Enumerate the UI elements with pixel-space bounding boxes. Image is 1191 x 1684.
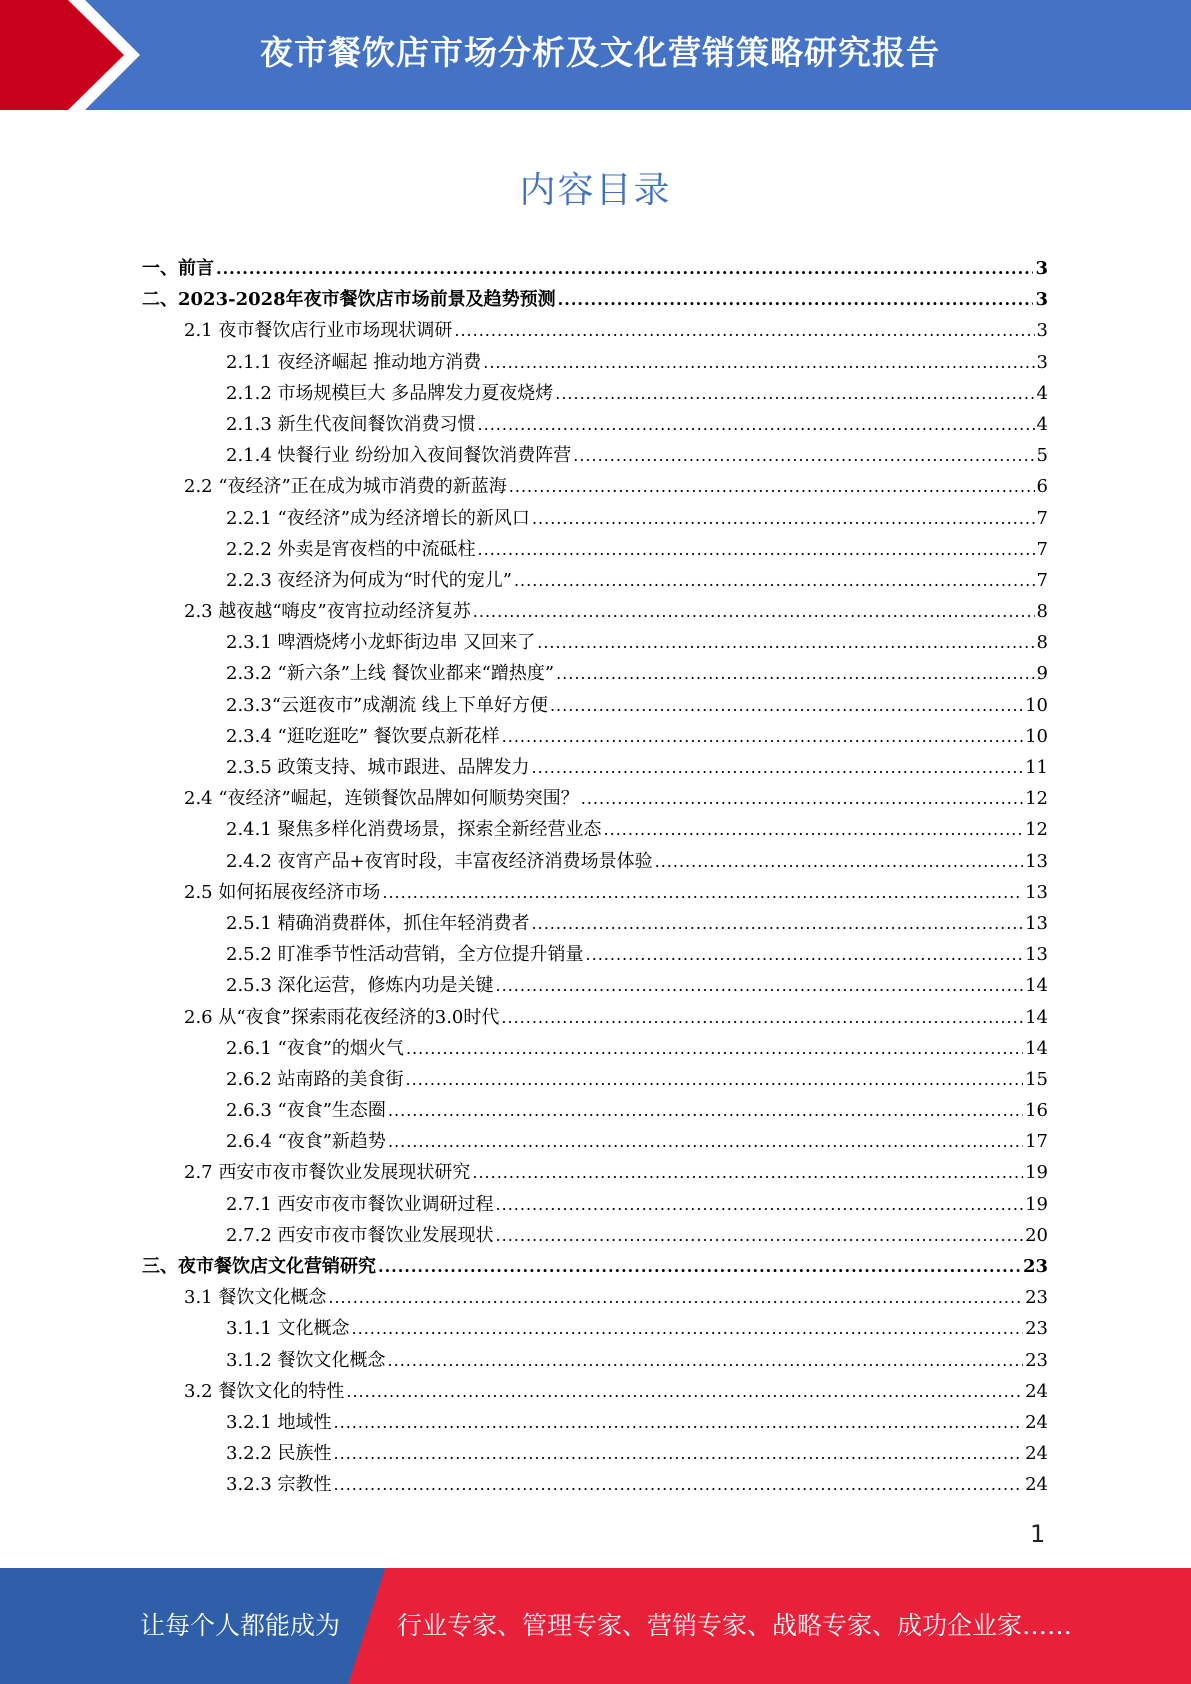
toc-entry-page: 6 [1036,476,1048,498]
toc-leader-dots [502,721,1023,752]
toc-entry-page: 23 [1025,1318,1048,1340]
toc-entry-label: 2.2.1 “夜经济”成为经济增长的新风口 [226,507,530,529]
toc-entry-page: 7 [1036,569,1048,591]
toc-leader-dots [388,1126,1023,1157]
toc-entry[interactable] [142,1469,1048,1500]
report-header [0,0,1191,110]
table-of-contents [142,253,1048,1501]
toc-entry-page: 5 [1036,445,1048,467]
toc-entry[interactable] [142,284,1048,315]
toc-entry[interactable] [142,1220,1048,1251]
toc-entry-label: 2.2 “夜经济”正在成为城市消费的新蓝海 [184,476,507,498]
toc-entry-page: 14 [1025,1006,1048,1028]
toc-entry[interactable] [142,1095,1048,1126]
toc-entry-label: 2.7.1 西安市夜市餐饮业调研过程 [226,1193,494,1215]
toc-entry-page: 13 [1025,881,1048,903]
toc-entry[interactable] [142,1345,1048,1376]
toc-entry-page: 7 [1036,507,1048,529]
toc-entry[interactable] [142,534,1048,565]
toc-entry[interactable] [142,627,1048,658]
toc-leader-dots [496,1189,1024,1220]
toc-entry-label: 3.1.2 餐饮文化概念 [226,1349,386,1371]
toc-entry-page: 3 [1035,289,1048,311]
toc-entry[interactable] [142,877,1048,908]
toc-entry[interactable] [142,409,1048,440]
toc-entry-label: 2.5 如何拓展夜经济市场 [184,881,381,903]
toc-entry[interactable] [142,970,1048,1001]
toc-leader-dots [532,752,1024,783]
toc-entry[interactable] [142,565,1048,596]
toc-entry-page: 17 [1025,1131,1048,1153]
toc-entry-label: 2.2.3 夜经济为何成为“时代的宠儿” [226,569,512,591]
toc-entry-label: 3.1.1 文化概念 [226,1318,350,1340]
toc-entry-label: 3.2.1 地域性 [226,1411,332,1433]
toc-entry-label: 二、2023-2028年夜市餐饮店市场前景及趋势预测 [142,289,556,311]
toc-entry-page: 7 [1036,538,1048,560]
toc-leader-dots [378,1251,1021,1282]
toc-entry-page: 10 [1025,725,1048,747]
toc-entry-label: 一、前言 [142,258,214,279]
toc-leader-dots [472,1157,1023,1188]
toc-leader-dots [556,658,1034,689]
toc-entry-page: 3 [1036,320,1048,342]
toc-entry-page: 3 [1035,258,1048,279]
toc-leader-dots [346,1376,1023,1407]
toc-entry-label: 2.6.3 “夜食”生态圈 [226,1100,386,1122]
toc-entry[interactable] [142,1189,1048,1220]
toc-leader-dots [604,814,1024,845]
toc-entry-page: 12 [1025,819,1048,841]
toc-entry-label: 3.2.2 民族性 [226,1443,332,1465]
toc-entry-page: 24 [1025,1380,1048,1402]
toc-entry[interactable] [142,690,1048,721]
toc-leader-dots [406,1064,1024,1095]
toc-entry[interactable] [142,752,1048,783]
toc-entry[interactable] [142,908,1048,939]
toc-leader-dots [483,347,1034,378]
toc-entry-page: 15 [1025,1068,1048,1090]
toc-leader-dots [655,846,1023,877]
toc-entry[interactable] [142,1251,1048,1282]
toc-entry-page: 14 [1025,1037,1048,1059]
toc-entry[interactable] [142,783,1048,814]
toc-entry-label: 2.3.5 政策支持、城市跟进、品牌发力 [226,757,530,778]
toc-entry-label: 2.1.1 夜经济崛起 推动地方消费 [226,351,482,373]
toc-entry[interactable] [142,1126,1048,1157]
toc-entry[interactable] [142,315,1048,346]
toc-entry-label: 2.1 夜市餐饮店行业市场现状调研 [184,320,453,342]
toc-entry[interactable] [142,846,1048,877]
toc-leader-dots [558,284,1034,315]
toc-entry-label: 2.1.4 快餐行业 纷纷加入夜间餐饮消费阵营 [226,445,572,467]
toc-leader-dots [406,1033,1023,1064]
toc-entry-page: 4 [1036,413,1048,435]
toc-entry[interactable] [142,503,1048,534]
toc-entry-page: 12 [1025,788,1048,810]
toc-leader-dots [586,939,1024,970]
toc-entry-label: 2.4.2 夜宵产品+夜宵时段，丰富夜经济消费场景体验 [226,850,653,872]
footer-slogan-left: 让每个人都能成为 [140,1611,341,1640]
toc-leader-dots [555,378,1034,409]
toc-leader-dots [537,627,1034,658]
footer-banner [0,1568,1191,1684]
toc-entry-page: 23 [1025,1287,1048,1309]
toc-entry-page: 19 [1025,1193,1048,1215]
toc-entry-label: 2.3.4 “逛吃逛吃” 餐饮要点新花样 [226,725,500,747]
toc-entry-label: 2.7.2 西安市夜市餐饮业发展现状 [226,1224,494,1246]
toc-entry-label: 三、夜市餐饮店文化营销研究 [142,1256,376,1277]
toc-entry-label: 2.3 越夜越“嗨皮”夜宵拉动经济复苏 [184,601,471,623]
toc-entry-label: 2.6.2 站南路的美食街 [226,1068,404,1090]
toc-entry-page: 23 [1022,1256,1048,1277]
toc-leader-dots [388,1095,1023,1126]
footer-slogan-right: 行业专家、管理专家、营销专家、战略专家、成功企业家…… [397,1611,1073,1640]
toc-entry-page: 10 [1025,694,1048,716]
toc-entry[interactable] [142,378,1048,409]
toc-entry[interactable] [142,1407,1048,1438]
toc-entry-page: 13 [1025,850,1048,872]
chevron-arrow-icon [0,0,160,110]
toc-entry-label: 2.2.2 外卖是宵夜档的中流砥柱 [226,538,476,560]
toc-entry[interactable] [142,253,1048,284]
toc-entry-label: 2.6 从“夜食”探索雨花夜经济的3.0时代 [184,1006,500,1028]
toc-entry[interactable] [142,939,1048,970]
toc-entry[interactable] [142,1282,1048,1313]
toc-entry-page: 24 [1025,1411,1048,1433]
toc-leader-dots [509,471,1035,502]
toc-entry[interactable] [142,1064,1048,1095]
toc-leader-dots [478,534,1035,565]
toc-leader-dots [532,908,1024,939]
toc-entry-label: 2.1.2 市场规模巨大 多品牌发力夏夜烧烤 [226,382,554,404]
toc-entry-page: 13 [1025,912,1048,934]
toc-leader-dots [581,783,1023,814]
toc-entry-page: 9 [1036,663,1048,685]
toc-leader-dots [501,1002,1023,1033]
toc-entry[interactable] [142,596,1048,627]
toc-leader-dots [478,409,1035,440]
toc-entry-label: 2.3.1 啤酒烧烤小龙虾街边串 又回来了 [226,632,536,654]
toc-entry[interactable] [142,347,1048,378]
toc-entry[interactable] [142,658,1048,689]
toc-entry[interactable] [142,440,1048,471]
toc-leader-dots [514,565,1035,596]
toc-entry-page: 14 [1025,975,1048,997]
toc-entry[interactable] [142,1376,1048,1407]
toc-entry-label: 2.4.1 聚焦多样化消费场景，探索全新经营业态 [226,819,602,841]
toc-leader-dots [334,1469,1024,1500]
toc-entry-page: 4 [1036,382,1048,404]
toc-leader-dots [352,1313,1024,1344]
toc-leader-dots [550,690,1023,721]
toc-entry-label: 2.6.1 “夜食”的烟火气 [226,1037,404,1059]
toc-entry-page: 24 [1025,1443,1048,1465]
toc-leader-dots [334,1407,1024,1438]
toc-leader-dots [532,503,1035,534]
toc-leader-dots [216,253,1033,284]
toc-entry-page: 16 [1025,1100,1048,1122]
page-number: 1 [1030,1520,1046,1548]
toc-entry[interactable] [142,721,1048,752]
toc-leader-dots [454,315,1034,346]
toc-entry-page: 11 [1025,757,1048,778]
toc-entry[interactable] [142,1438,1048,1469]
toc-entry[interactable] [142,1313,1048,1344]
toc-entry-label: 3.2.3 宗教性 [226,1474,332,1496]
toc-entry-label: 2.5.1 精确消费群体，抓住年轻消费者 [226,912,530,934]
toc-entry-label: 2.3.3“云逛夜市”成潮流 线上下单好方便 [226,694,548,716]
toc-leader-dots [382,877,1023,908]
toc-entry[interactable] [142,1002,1048,1033]
toc-leader-dots [388,1345,1024,1376]
toc-entry[interactable] [142,471,1048,502]
toc-leader-dots [496,970,1024,1001]
toc-entry-page: 19 [1025,1162,1048,1184]
toc-entry-page: 24 [1025,1474,1048,1496]
toc-entry-label: 2.1.3 新生代夜间餐饮消费习惯 [226,413,476,435]
toc-leader-dots [328,1282,1023,1313]
toc-leader-dots [573,440,1034,471]
toc-entry-label: 2.5.3 深化运营，修炼内功是关键 [226,975,494,997]
toc-leader-dots [334,1438,1024,1469]
toc-entry-label: 3.2 餐饮文化的特性 [184,1380,345,1402]
toc-entry-label: 2.5.2 盯准季节性活动营销，全方位提升销量 [226,944,584,966]
toc-entry-label: 2.7 西安市夜市餐饮业发展现状研究 [184,1162,471,1184]
toc-entry-label: 2.6.4 “夜食”新趋势 [226,1131,386,1153]
toc-entry-page: 3 [1036,351,1048,373]
toc-entry[interactable] [142,814,1048,845]
toc-entry-page: 13 [1025,944,1048,966]
toc-title: 内容目录 [519,170,672,211]
toc-entry-label: 3.1 餐饮文化概念 [184,1287,327,1309]
toc-entry[interactable] [142,1157,1048,1188]
toc-entry-page: 8 [1036,601,1048,623]
toc-entry-label: 2.4 “夜经济”崛起，连锁餐饮品牌如何顺势突围？ [184,788,579,810]
toc-entry-page: 8 [1036,632,1048,654]
toc-entry-label: 2.3.2 “新六条”上线 餐饮业都来“蹭热度” [226,663,555,685]
toc-entry-page: 23 [1025,1349,1048,1371]
toc-entry[interactable] [142,1033,1048,1064]
header-title: 夜市餐饮店市场分析及文化营销策略研究报告 [260,33,940,72]
toc-leader-dots [473,596,1035,627]
toc-leader-dots [496,1220,1024,1251]
toc-entry-page: 20 [1025,1224,1048,1246]
